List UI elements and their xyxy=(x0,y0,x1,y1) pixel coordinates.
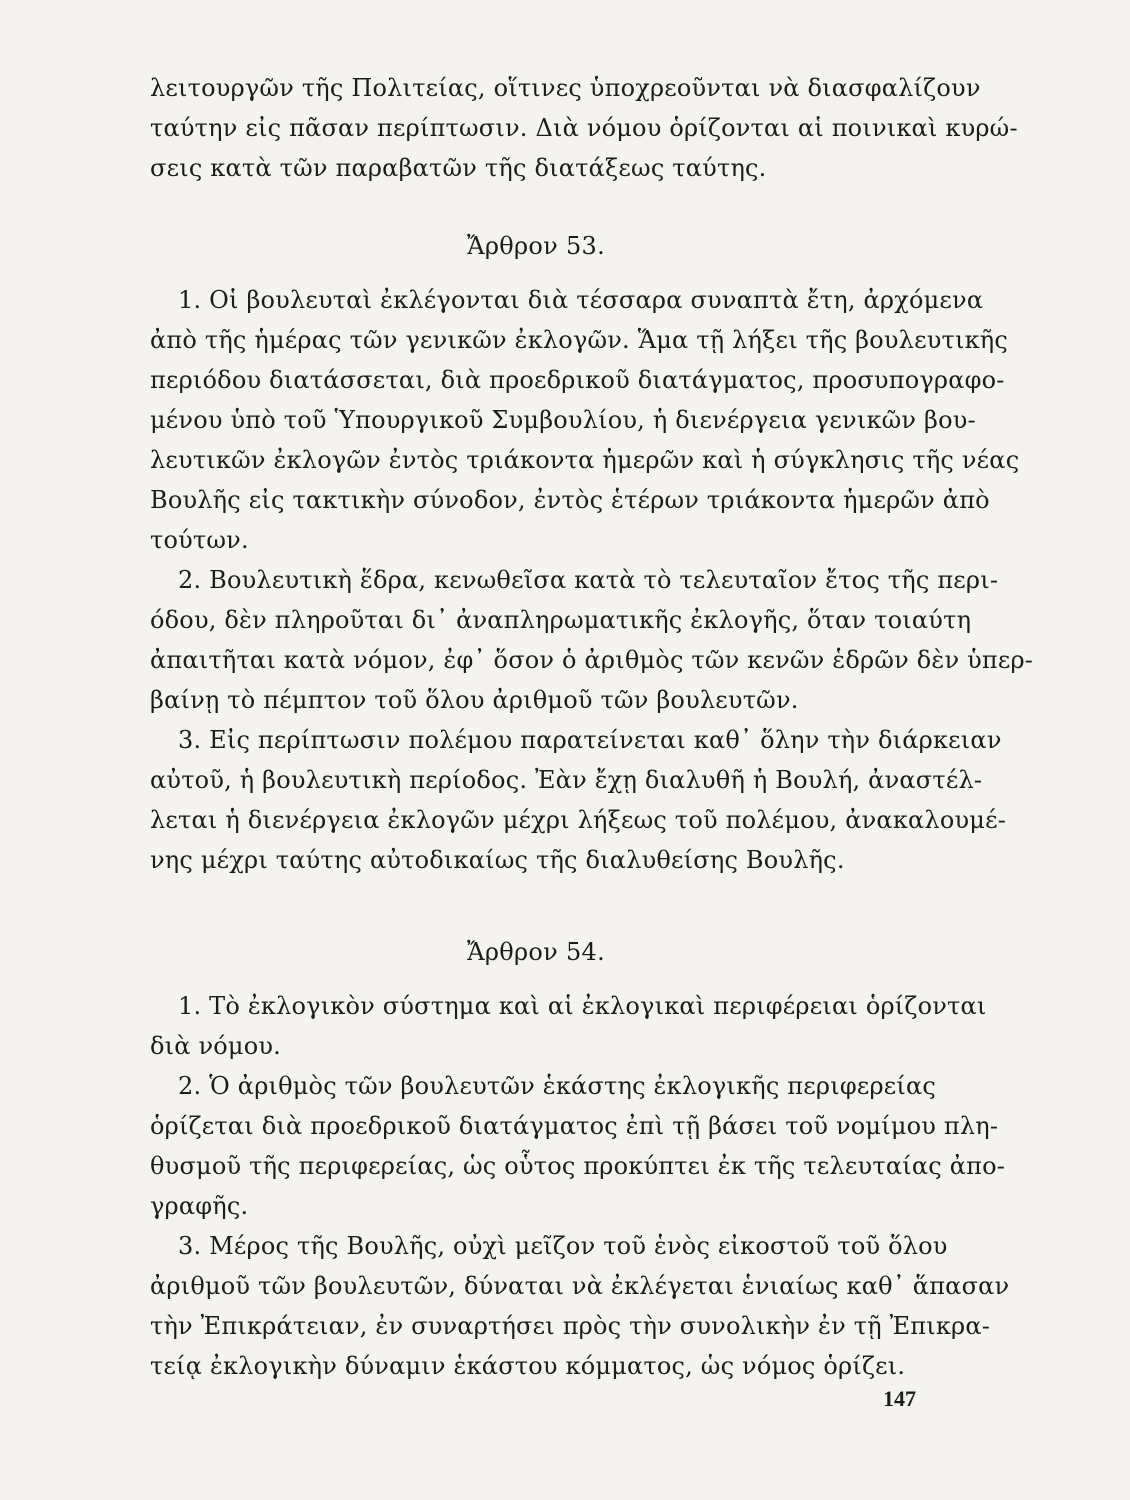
text-line: περιόδου διατάσσεται, διὰ προεδρικοῦ διατάγματος, προσυπογραφο- xyxy=(150,366,1005,394)
text-line: 1. Τὸ ἐκλογικὸν σύστημα καὶ αἱ ἐκλογικαὶ περιφέρειαι ὁρίζονται xyxy=(178,992,987,1020)
article-53-paragraph-3 xyxy=(150,720,1007,880)
article-54-paragraph-1 xyxy=(150,986,987,1066)
text-column xyxy=(150,68,1034,1468)
page-number: 147 xyxy=(883,1386,916,1411)
text-line: ἀπαιτῆται κατὰ νόμον, ἐφ᾽ ὅσον ὁ ἀριθμὸς τῶν κενῶν ἑδρῶν δὲν ὑπερ- xyxy=(150,646,1034,674)
article-54-paragraph-3 xyxy=(150,1226,1010,1386)
article-53-paragraph-1 xyxy=(150,280,1020,560)
text-line: Βουλῆς εἰς τακτικὴν σύνοδον, ἐντὸς ἑτέρων τριάκοντα ἡμερῶν ἀπὸ xyxy=(150,486,990,514)
text-line: αὐτοῦ, ἡ βουλευτικὴ περίοδος. Ἐὰν ἔχῃ διαλυθῆ ἡ Βουλή, ἀναστέλ- xyxy=(150,766,983,794)
text-line: όδου, δὲν πληροῦται δι᾽ ἀναπληρωματικῆς ἐκλογῆς, ὅταν τοιαύτη xyxy=(150,606,972,634)
text-line: μένου ὑπὸ τοῦ Ὑπουργικοῦ Συμβουλίου, ἡ διενέργεια γενικῶν βου- xyxy=(150,406,976,434)
text-line: λειτουργῶν τῆς Πολιτείας, οἵτινες ὑποχρεοῦνται νὰ διασφαλίζουν xyxy=(150,74,981,102)
text-line: ἀριθμοῦ τῶν βουλευτῶν, δύναται νὰ ἐκλέγεται ἑνιαίως καθ᾽ ἅπασαν xyxy=(150,1272,1010,1300)
text-line: νης μέχρι ταύτης αὐτοδικαίως τῆς διαλυθείσης Βουλῆς. xyxy=(150,846,845,874)
text-line: τούτων. xyxy=(150,526,249,554)
text-line: 3. Μέρος τῆς Βουλῆς, οὐχὶ μεῖζον τοῦ ἑνὸς εἰκοστοῦ τοῦ ὅλου xyxy=(178,1232,948,1260)
text-line: λεται ἡ διενέργεια ἐκλογῶν μέχρι λήξεως τοῦ πολέμου, ἀνακαλουμέ- xyxy=(150,806,1007,834)
text-line: 2. Βουλευτικὴ ἕδρα, κενωθεῖσα κατὰ τὸ τελευταῖον ἔτος τῆς περι- xyxy=(178,566,999,594)
article-54-heading: Ἄρθρον 54. xyxy=(466,938,606,966)
text-line: σεις κατὰ τῶν παραβατῶν τῆς διατάξεως ταύτης. xyxy=(150,154,767,182)
text-line: θυσμοῦ τῆς περιφερείας, ὡς οὗτος προκύπτει ἐκ τῆς τελευταίας ἀπο- xyxy=(150,1152,1006,1180)
text-line: ἀπὸ τῆς ἡμέρας τῶν γενικῶν ἐκλογῶν. Ἅμα τῇ λήξει τῆς βουλευτικῆς xyxy=(150,326,1009,354)
text-line: 3. Εἰς περίπτωσιν πολέμου παρατείνεται καθ᾽ ὅλην τὴν διάρκειαν xyxy=(178,726,1002,754)
text-line: ταύτην εἰς πᾶσαν περίπτωσιν. Διὰ νόμου ὁρίζονται αἱ ποινικαὶ κυρώ- xyxy=(150,114,1018,142)
text-line: διὰ νόμου. xyxy=(150,1032,281,1060)
text-line: βαίνῃ τὸ πέμπτον τοῦ ὅλου ἀριθμοῦ τῶν βουλευτῶν. xyxy=(150,686,799,714)
intro-paragraph xyxy=(150,68,1018,188)
text-line: 2. Ὁ ἀριθμὸς τῶν βουλευτῶν ἑκάστης ἐκλογικῆς περιφερείας xyxy=(178,1072,937,1100)
text-line: τὴν Ἐπικράτειαν, ἐν συναρτήσει πρὸς τὴν συνολικὴν ἐν τῇ Ἐπικρα- xyxy=(150,1312,991,1340)
text-line: λευτικῶν ἐκλογῶν ἐντὸς τριάκοντα ἡμερῶν καὶ ἡ σύγκλησις τῆς νέας xyxy=(150,446,1020,474)
text-line: γραφῆς. xyxy=(150,1192,249,1220)
article-54-paragraph-2 xyxy=(150,1066,1006,1226)
text-line: 1. Οἱ βουλευταὶ ἐκλέγονται διὰ τέσσαρα συναπτὰ ἔτη, ἀρχόμενα xyxy=(178,286,984,314)
article-53-paragraph-2 xyxy=(150,560,1034,720)
text-line: τείᾳ ἐκλογικὴν δύναμιν ἑκάστου κόμματος, ὡς νόμος ὁρίζει. xyxy=(150,1352,906,1380)
article-53-heading: Ἄρθρον 53. xyxy=(466,232,606,260)
text-line: ὁρίζεται διὰ προεδρικοῦ διατάγματος ἐπὶ τῇ βάσει τοῦ νομίμου πλη- xyxy=(150,1112,999,1140)
